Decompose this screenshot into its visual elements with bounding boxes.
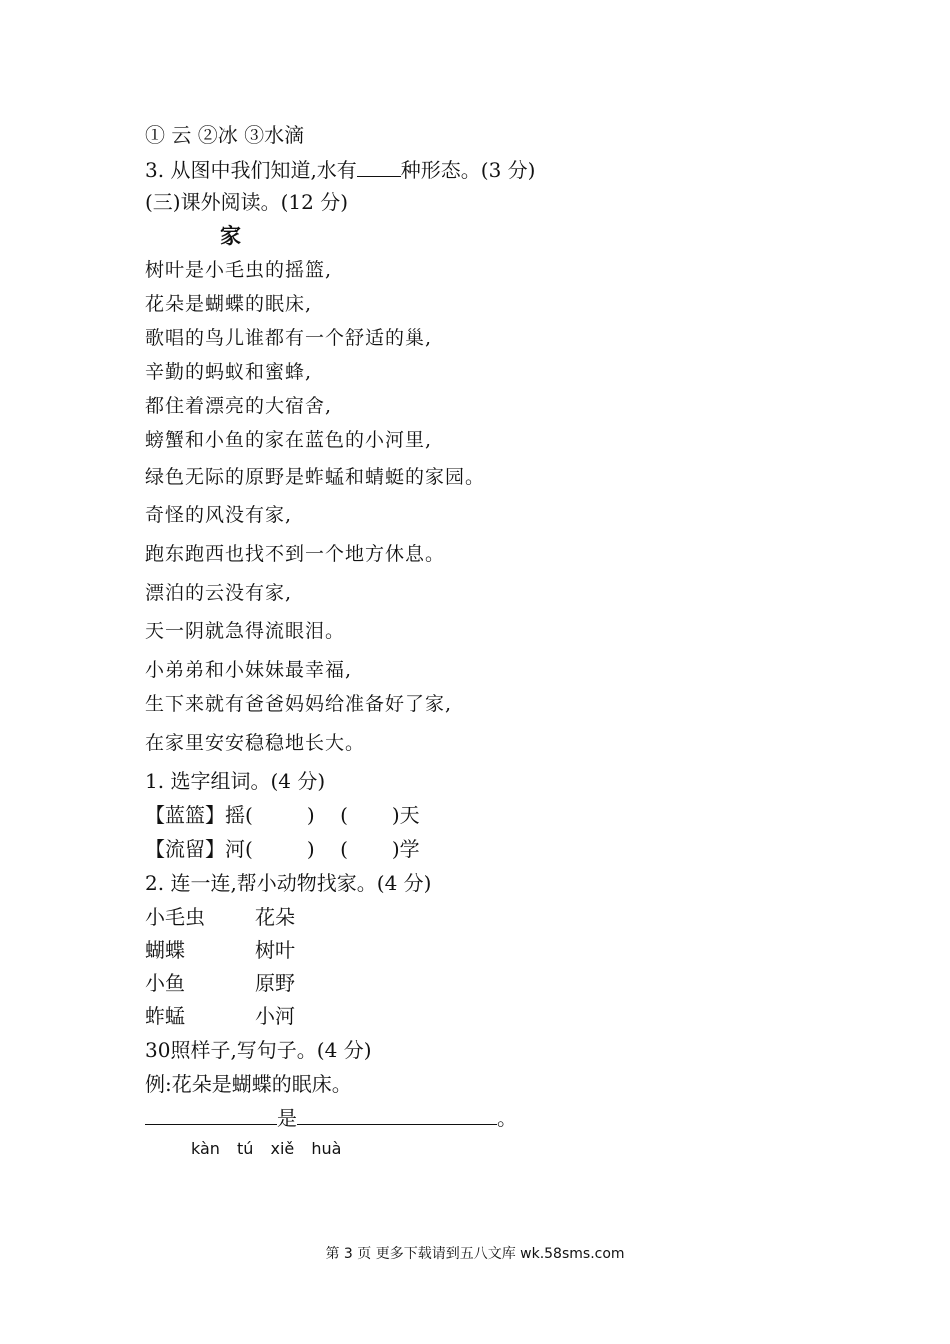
answer-blank[interactable] bbox=[145, 1106, 277, 1125]
poem-line: 在家里安安稳稳地长大。 bbox=[145, 732, 366, 754]
char-choice: 【蓝篮】 bbox=[145, 803, 225, 827]
poem-line: 小弟弟和小妹妹最幸福, bbox=[145, 659, 353, 681]
sentence-connector: 是 bbox=[277, 1106, 297, 1130]
animal-item[interactable]: 小毛虫 bbox=[145, 905, 205, 929]
poem-line: 都住着漂亮的大宿舍, bbox=[145, 395, 333, 417]
home-item[interactable]: 原野 bbox=[255, 971, 295, 995]
answer-blank[interactable] bbox=[357, 158, 401, 177]
poem-line: 树叶是小毛虫的摇篮, bbox=[145, 259, 333, 281]
question-1-row bbox=[145, 803, 420, 827]
answer-blank[interactable] bbox=[297, 1106, 497, 1125]
poem-line: 花朵是蝴蝶的眠床, bbox=[145, 293, 313, 315]
poem-line: 跑东跑西也找不到一个地方休息。 bbox=[145, 543, 446, 565]
paren-close: ) bbox=[306, 837, 315, 861]
question-1-title: 1. 选字组词。(4 分) bbox=[145, 769, 326, 793]
word-start: 河( bbox=[225, 837, 253, 861]
poem-line: 辛勤的蚂蚁和蜜蜂, bbox=[145, 361, 313, 383]
animal-item[interactable]: 蚱蜢 bbox=[145, 1004, 185, 1028]
poem-line: 漂泊的云没有家, bbox=[145, 582, 293, 604]
word-end: )学 bbox=[391, 837, 420, 861]
question-3-title: 30照样子,写句子。(4 分) bbox=[145, 1038, 372, 1062]
home-item[interactable]: 花朵 bbox=[255, 905, 295, 929]
poem-line: 天一阴就急得流眼泪。 bbox=[145, 620, 346, 642]
word-start: 摇( bbox=[225, 803, 253, 827]
paren-open: ( bbox=[340, 803, 348, 827]
poem-line: 绿色无际的原野是蚱蜢和蜻蜓的家园。 bbox=[145, 466, 486, 488]
options-line: ① 云 ②冰 ③水滴 bbox=[145, 123, 305, 147]
char-choice: 【流留】 bbox=[145, 837, 225, 861]
poem-line: 螃蟹和小鱼的家在蓝色的小河里, bbox=[145, 429, 433, 451]
q3-text-after: 种形态。(3 分) bbox=[400, 158, 536, 182]
home-item[interactable]: 树叶 bbox=[255, 938, 295, 962]
page-footer: 第 3 页 更多下载请到五八文库 wk.58sms.com bbox=[325, 1246, 625, 1262]
example-sentence: 例:花朵是蝴蝶的眠床。 bbox=[145, 1072, 352, 1096]
question-1-row bbox=[145, 837, 420, 861]
poem-line: 奇怪的风没有家, bbox=[145, 504, 293, 526]
question-3-water-forms bbox=[145, 158, 535, 182]
sentence-writing-line bbox=[145, 1106, 517, 1130]
animal-item[interactable]: 蝴蝶 bbox=[145, 938, 185, 962]
pinyin-line: kàn tú xiě huà bbox=[191, 1139, 342, 1158]
poem-title: 家 bbox=[220, 223, 241, 248]
q3-text-before: 3. 从图中我们知道,水有 bbox=[145, 158, 357, 182]
word-end: )天 bbox=[391, 803, 420, 827]
paren-open: ( bbox=[340, 837, 348, 861]
home-item[interactable]: 小河 bbox=[255, 1004, 295, 1028]
poem-line: 生下来就有爸爸妈妈给准备好了家, bbox=[145, 693, 453, 715]
section-heading: (三)课外阅读。(12 分) bbox=[145, 190, 349, 214]
sentence-end: 。 bbox=[497, 1106, 517, 1130]
question-2-title: 2. 连一连,帮小动物找家。(4 分) bbox=[145, 871, 432, 895]
paren-close: ) bbox=[306, 803, 315, 827]
poem-line: 歌唱的鸟儿谁都有一个舒适的巢, bbox=[145, 327, 433, 349]
animal-item[interactable]: 小鱼 bbox=[145, 971, 185, 995]
